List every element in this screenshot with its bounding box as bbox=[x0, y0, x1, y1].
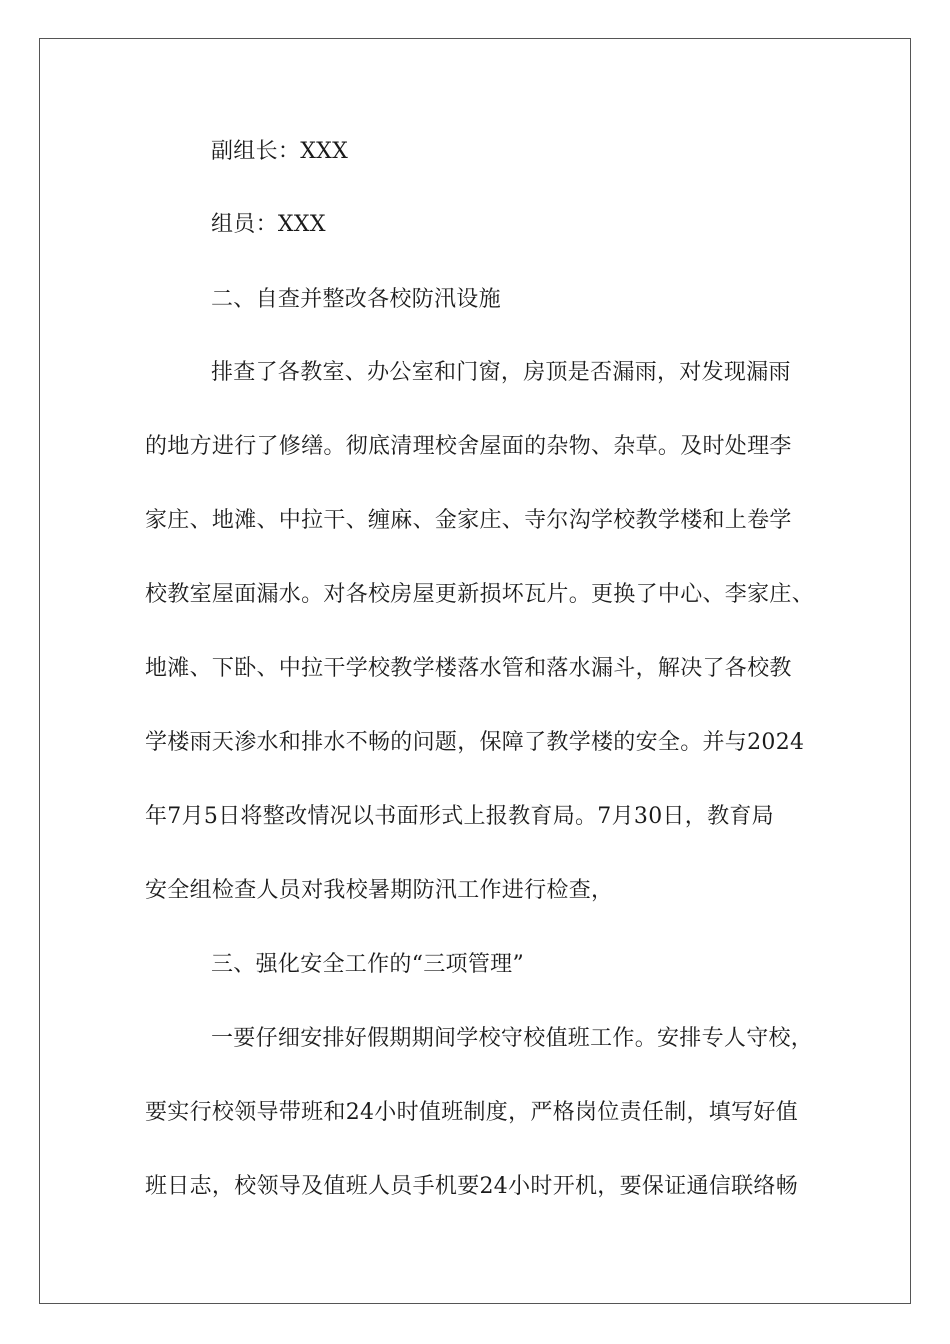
paragraph-line: 年7月5日将整改情况以书面形式上报教育局。7月30日，教育局 bbox=[145, 804, 774, 829]
paragraph-line: 排查了各教室、办公室和门窗，房顶是否漏雨，对发现漏雨 bbox=[211, 360, 791, 385]
deputy-leader-line: 副组长：XXX bbox=[211, 139, 349, 164]
paragraph-line: 学楼雨天渗水和排水不畅的问题，保障了教学楼的安全。并与2024 bbox=[145, 730, 805, 755]
paragraph-line: 校教室屋面漏水。对各校房屋更新损坏瓦片。更换了中心、李家庄、 bbox=[145, 582, 815, 607]
section-heading-3: 三、强化安全工作的“三项管理” bbox=[211, 952, 524, 977]
paragraph-line: 地滩、下卧、中拉干学校教学楼落水管和落水漏斗，解决了各校教 bbox=[145, 656, 792, 681]
members-line: 组员：XXX bbox=[211, 212, 326, 237]
paragraph-line: 家庄、地滩、中拉干、缠麻、金家庄、寺尔沟学校教学楼和上卷学 bbox=[145, 508, 792, 533]
paragraph-line: 一要仔细安排好假期期间学校守校值班工作。安排专人守校， bbox=[211, 1026, 814, 1051]
paragraph-line: 的地方进行了修缮。彻底清理校舍屋面的杂物、杂草。及时处理李 bbox=[145, 434, 792, 459]
section-heading-2: 二、自查并整改各校防汛设施 bbox=[211, 287, 501, 312]
paragraph-line: 班日志，校领导及值班人员手机要24小时开机，要保证通信联络畅 bbox=[145, 1174, 798, 1199]
paragraph-line: 要实行校领导带班和24小时值班制度，严格岗位责任制，填写好值 bbox=[145, 1100, 798, 1125]
paragraph-line: 安全组检查人员对我校暑期防汛工作进行检查， bbox=[145, 878, 614, 903]
